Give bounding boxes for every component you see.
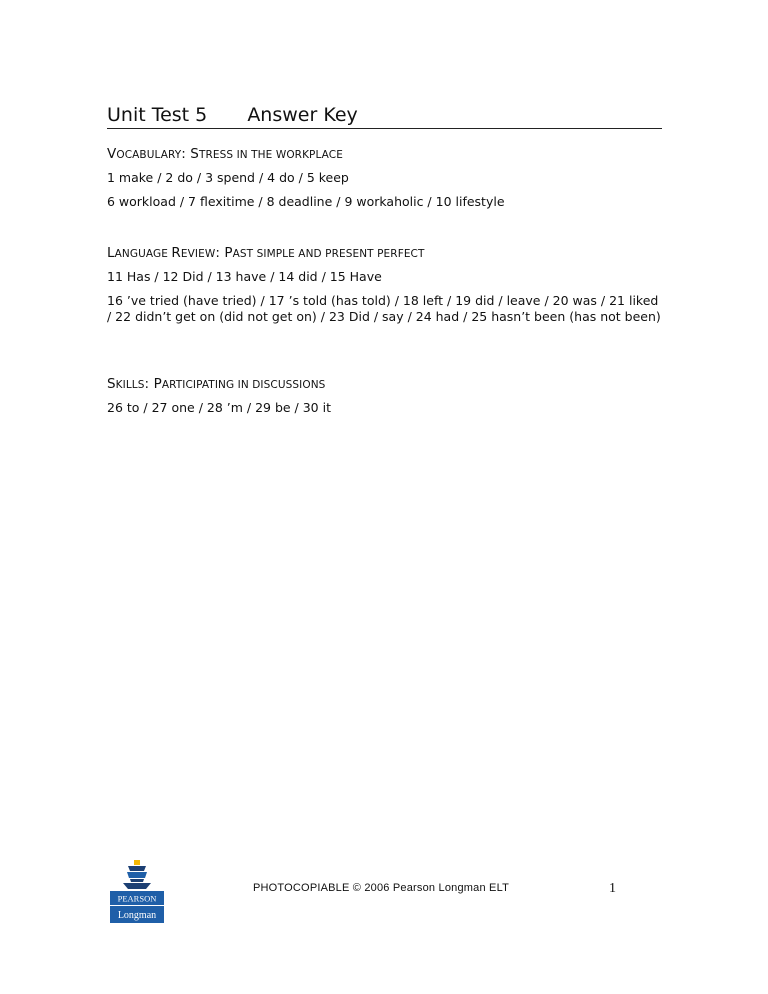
answer-line: 26 to / 27 one / 28 ’m / 29 be / 30 it — [107, 400, 331, 415]
heading-initial: S — [107, 376, 116, 392]
heading-text: EVIEW — [180, 248, 216, 260]
page-title — [107, 104, 662, 129]
section-heading — [107, 376, 662, 393]
heading-text: ANGUAGE — [114, 248, 172, 260]
heading-colon: : — [144, 376, 154, 392]
heading-text: KILLS — [115, 379, 145, 391]
ship-icon — [123, 860, 151, 889]
heading-initial: L — [107, 245, 115, 261]
heading-text: ARTICIPATING IN DISCUSSIONS — [161, 379, 326, 391]
logo-top-text: PEARSON — [117, 893, 157, 904]
heading-initial: P — [224, 245, 233, 261]
photocopiable-notice: PHOTOCOPIABLE © 2006 Pearson Longman ELT — [253, 882, 509, 894]
heading-text: OCABULARY — [116, 149, 182, 161]
answer-line: 6 workload / 7 flexitime / 8 deadline / 9 workaholic / 10 lifestyle — [107, 193, 505, 209]
answer-line: 1 make / 2 do / 3 spend / 4 do / 5 keep — [107, 170, 349, 185]
heading-text: TRESS IN THE WORKPLACE — [198, 149, 343, 161]
section-vocabulary — [107, 146, 662, 217]
logo-bottom-text: Longman — [117, 910, 157, 921]
section-heading — [107, 245, 662, 262]
pearson-longman-logo — [110, 858, 164, 924]
heading-colon: : — [215, 245, 225, 261]
section-heading — [107, 146, 662, 163]
answer-key-title: Answer Key — [247, 104, 358, 126]
unit-title: Unit Test 5 — [107, 104, 208, 126]
heading-initial: V — [107, 146, 117, 162]
heading-text: AST SIMPLE AND PRESENT PERFECT — [232, 248, 425, 260]
heading-initial: R — [171, 245, 181, 261]
heading-initial: S — [190, 146, 199, 162]
heading-initial: P — [153, 376, 162, 392]
heading-colon: : — [181, 146, 191, 162]
section-skills — [107, 376, 662, 424]
answer-line: 16 ’ve tried (have tried) / 17 ’s told (has told) / 18 left / 19 did / leave / 20 was / 21 liked / 22 didn’t get on (did not get on) / 23 Did / say / 24 had / 25 hasn’t been (has not been) — [107, 292, 661, 324]
section-language-review — [107, 245, 662, 333]
answer-line: 11 Has / 12 Did / 13 have / 14 did / 15 Have — [107, 269, 382, 284]
page-number: 1 — [609, 881, 616, 896]
